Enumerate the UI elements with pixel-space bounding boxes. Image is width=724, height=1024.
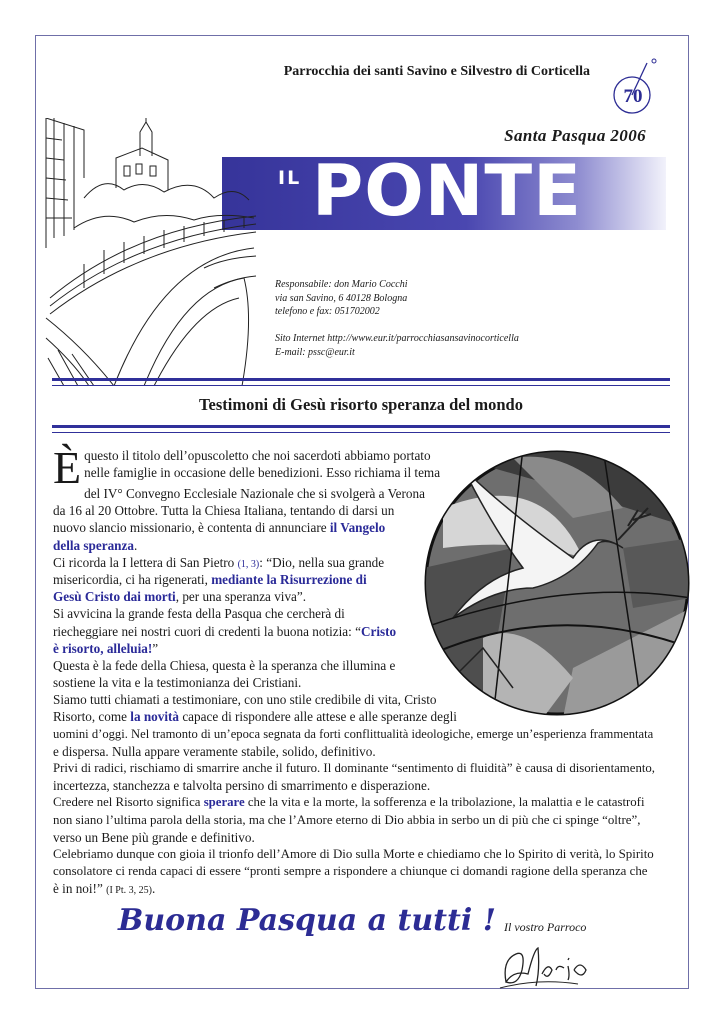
article-line: misericordia, ci ha rigenerati, mediante la Risurrezione di xyxy=(53,571,367,587)
contact-email[interactable]: E-mail: pssc@eur.it xyxy=(275,346,355,358)
priest-signature xyxy=(498,940,608,992)
bridge-church-illustration xyxy=(44,118,259,386)
article-line: nuovo slancio missionario, è contenta di annunciare il Vangelo xyxy=(53,520,386,536)
article-headline: Testimoni di Gesù risorto speranza del mondo xyxy=(199,395,523,414)
article-line: del IV° Convegno Ecclesiale Nazionale che si svolgerà a Verona xyxy=(84,486,425,501)
article-line: e dispersa. Nulla appare veramente stabile, solido, definitivo. xyxy=(53,743,376,759)
article-line: Privi di radici, rischiamo di smarrire anche il futuro. Il dominante “sentimento di fluidità” è causa di disorientamento, xyxy=(53,761,655,775)
closing-text: Il vostro Parroco xyxy=(504,920,587,934)
contact-responsible: Responsabile: don Mario Cocchi xyxy=(275,279,408,290)
article-line: Ci ricorda la I lettera di San Pietro (1, 3): “Dio, nella sua grande xyxy=(53,554,385,570)
article-line: verso un Bene più grande e definitivo. xyxy=(53,829,255,845)
article-line: incertezza, stanchezza e talvolta persino di smarrimento e disperazione. xyxy=(53,778,431,794)
article-line: Gesù Cristo dai morti, per una speranza viva”. xyxy=(53,589,307,605)
easter-greeting: Buona Pasqua a tutti ! xyxy=(118,903,496,938)
highlight-text: la novità xyxy=(130,709,180,725)
article-line: nelle famiglie in occasione delle benedizioni. Esso richiama il tema xyxy=(84,465,441,481)
issue-number: 70 xyxy=(623,86,643,107)
article-line: Questa è la fede della Chiesa, questa è la speranza che illumina e xyxy=(53,657,396,673)
bible-reference: (1, 3) xyxy=(237,558,260,570)
article-line: Siamo tutti chiamati a testimoniare, con uno stile credibile di vita, Cristo xyxy=(53,692,437,708)
divider-top-thick xyxy=(52,378,670,381)
article-line: consolatore ci renda capaci di essere “pronti sempre a rispondere a chiunque ci domandi ragione della speranza che xyxy=(53,864,648,879)
divider-bottom-thin xyxy=(52,432,670,433)
issue-date: Santa Pasqua 2006 xyxy=(504,126,646,145)
article-line: Credere nel Risorto significa sperare che la vita e la morte, la sofferenza e la tribolazione, la malattia e le catastrofi xyxy=(53,795,645,810)
article-line: questo il titolo dell’opuscoletto che noi sacerdoti abbiamo portato xyxy=(84,448,431,463)
highlight-text: della speranza xyxy=(53,537,134,553)
highlight-text: è risorto, alleluia! xyxy=(53,640,153,656)
contact-phone: telefono e fax: 051702002 xyxy=(275,306,380,317)
article-body xyxy=(53,442,675,898)
article-line: uomini d’oggi. Nel tramonto di un’epoca segnata da forti conflittualità ideologiche, emerge un’esperienza frammentata xyxy=(53,726,654,741)
divider-bottom-thick xyxy=(52,425,670,428)
highlight-text: Gesù Cristo dai morti xyxy=(53,589,176,605)
divider-top-thin xyxy=(52,385,670,386)
parish-name: Parrocchia dei santi Savino e Silvestro di Corticella xyxy=(283,64,590,79)
highlight-text: sperare xyxy=(203,795,245,810)
contact-address: via san Savino, 6 40128 Bologna xyxy=(275,292,408,304)
contact-info xyxy=(275,278,519,359)
article-dropcap: È xyxy=(53,442,82,493)
article-line: è risorto, alleluia!” xyxy=(53,640,159,656)
article-line: Si avvicina la grande festa della Pasqua che cercherà di xyxy=(53,606,345,622)
article-line: sostiene la vita e la testimonianza dei Cristiani. xyxy=(53,675,302,691)
article-line: è in noi!” (I Pt. 3, 25). xyxy=(53,881,156,897)
highlight-text: Cristo xyxy=(360,623,397,639)
article-line: Celebriamo dunque con gioia il trionfo dell’Amore di Dio sulla Morte e chiediamo che lo Spirito di verità, lo Spirito xyxy=(53,846,654,861)
newsletter-title: PONTE xyxy=(312,150,582,232)
highlight-text: il Vangelo xyxy=(329,520,386,536)
article-line: della speranza. xyxy=(53,537,138,553)
article-line: da 16 al 20 Ottobre. Tutta la Chiesa Italiana, tentando di darsi un xyxy=(53,503,395,519)
article-line: riecheggiare nei nostri cuori di credenti la buona notizia: “Cristo xyxy=(53,623,397,639)
article-line: Risorto, come la novità capace di rispondere alle attese e alle speranze degli xyxy=(53,709,457,725)
contact-website[interactable]: Sito Internet http://www.eur.it/parrocchiasansavinocorticella xyxy=(275,333,519,344)
bible-reference: (I Pt. 3, 25) xyxy=(106,885,152,897)
highlight-text: mediante la Risurrezione di xyxy=(211,571,367,587)
title-prefix: IL xyxy=(278,167,302,189)
article-line: non siano l’ultima parola della storia, ma che l’Amore eterno di Dio abbia in serbo un di più che ci spinge “oltre”, xyxy=(53,812,641,827)
